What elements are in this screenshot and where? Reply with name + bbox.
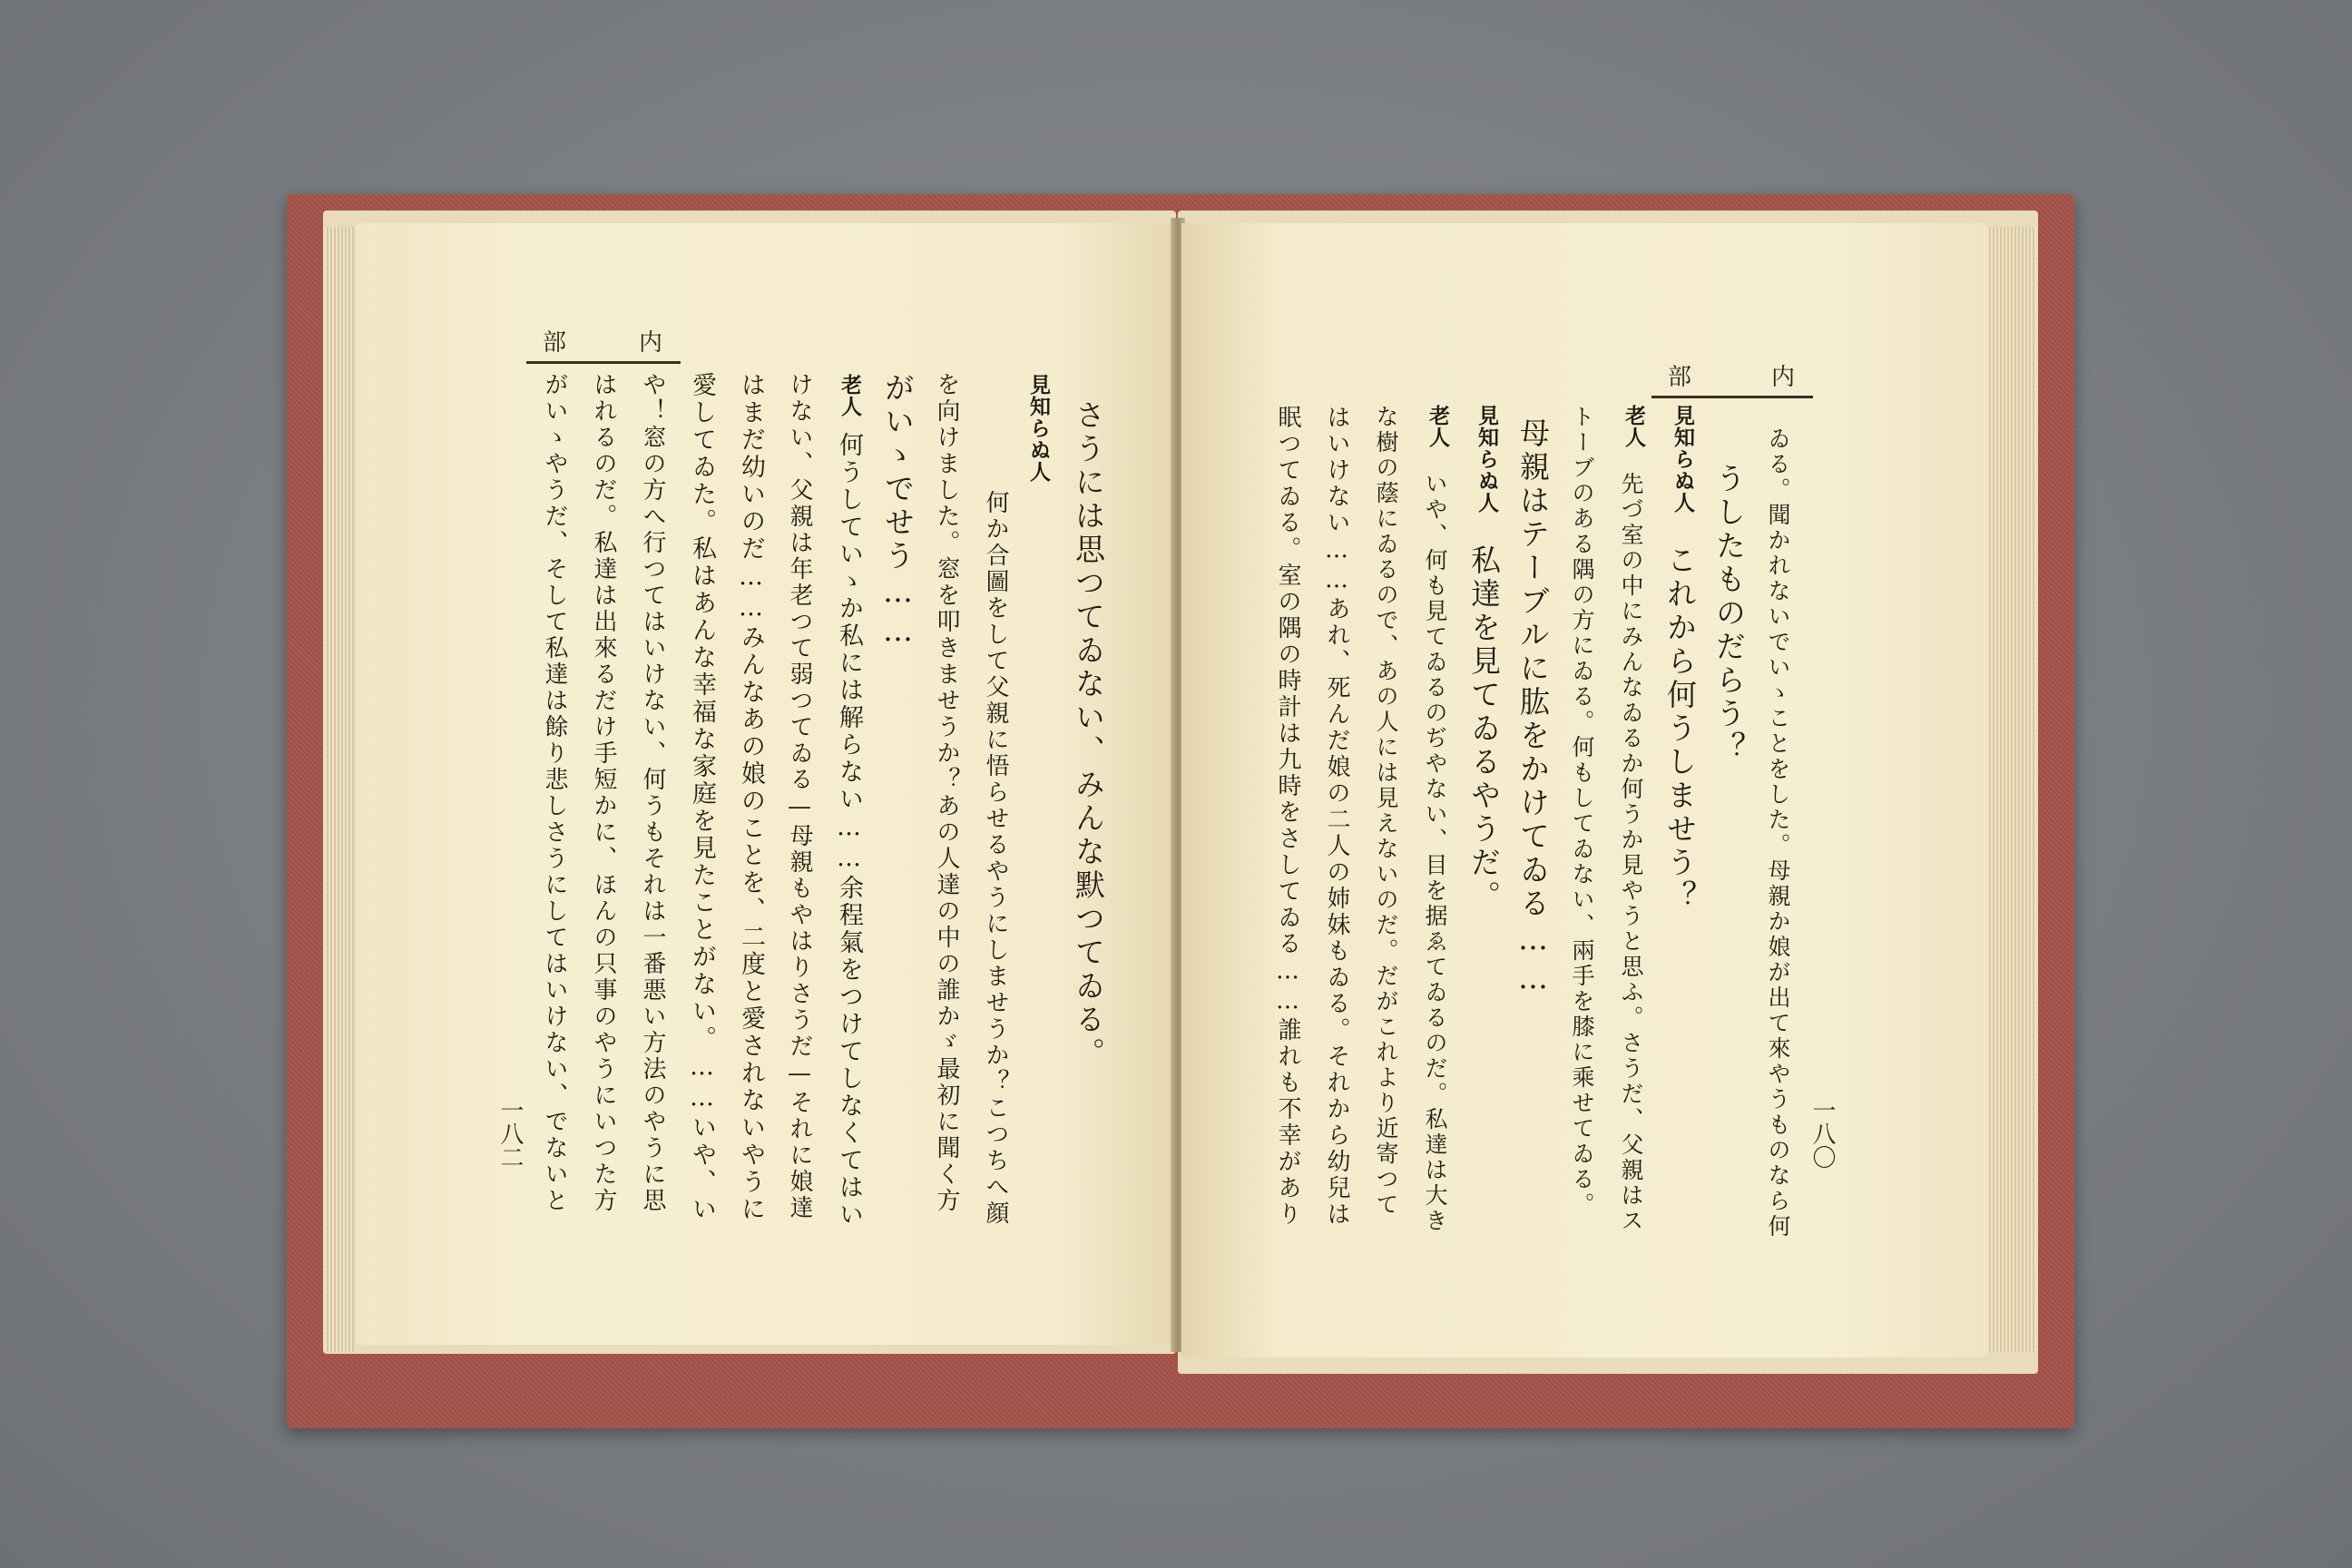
left-col-6: けない、父親は年老つて弱つてゐる—母親もやはりさうだ—それに娘達: [786, 372, 813, 1221]
right-col-8: いや、何も見てゐるのぢやない、目を据ゑてゐるのだ。私達は大き: [1422, 472, 1448, 1234]
right-col-5: トーブのある隅の方にゐる。何もしてゐない、兩手を膝に乘せてゐる。: [1569, 405, 1595, 1218]
left-header-char-1: 部: [543, 329, 569, 357]
left-col-7: はまだ幼いのだ……みんなあの娘のことを、二度と愛されないやうに: [737, 372, 765, 1223]
right-running-header: [1651, 361, 1813, 398]
left-col-5: 何うしていゝか私には解らない……余程氣をつけてしなくてはい: [835, 432, 863, 1229]
right-speaker-stranger-2: 見知らぬ人: [1475, 405, 1498, 514]
left-col-2: 何か合圖をして父親に悟らせるやうにしませうか？こつちへ顔: [982, 490, 1009, 1227]
left-col-3: を向けました。窓を叩きませうか？あの人達の中の誰かゞ最初に聞く方: [933, 372, 960, 1214]
right-col-1: ゐる。聞かれないでいゝことをした。母親か娘が出て來やうものなら何: [1765, 426, 1791, 1240]
right-page-edges: [1984, 227, 2036, 1352]
left-page-number: 一八二: [496, 1098, 524, 1169]
right-speaker-oldman-1: 老人: [1622, 405, 1645, 448]
right-col-2: うしたものだらう？: [1711, 463, 1747, 765]
left-col-11: がいゝやうだ、そして私達は餘り悲しさうにしてはいけない、でないと: [541, 372, 568, 1214]
right-page-number: 一八〇: [1808, 1098, 1836, 1169]
left-page-edges: [325, 227, 354, 1352]
right-col-10: はいけない……あれ、死んだ娘の二人の姉妹もゐる。それから幼兒は: [1323, 405, 1350, 1228]
right-col-3: これから何うしませう？: [1662, 544, 1698, 914]
left-col-8: 愛してゐた。私はあんな幸福な家庭を見たことがない。……いや、い: [688, 372, 716, 1223]
left-col-1: さうには思つてゐない、みんな默つてゐる。: [1071, 399, 1106, 1071]
right-col-4: 先づ室の中にみんなゐるか何うか見やうと思ふ。さうだ、父親はス: [1618, 472, 1644, 1234]
right-speaker-stranger-1: 見知らぬ人: [1671, 405, 1694, 514]
left-col-9: や！窓の方へ行つてはいけない、何うもそれは一番悪い方法のやうに思: [639, 372, 666, 1214]
right-col-9: な樹の蔭にゐるので、あの人には見えないのだ。だがこれより近寄つて: [1373, 405, 1399, 1218]
right-header-char-2: 内: [1770, 364, 1797, 391]
right-col-7: 私達を見てゐるやうだ。: [1466, 544, 1502, 914]
right-col-6: 母親はテーブルに肱をかけてゐる……: [1515, 417, 1551, 999]
left-running-header: [526, 327, 681, 364]
left-header-char-2: 内: [638, 329, 664, 357]
left-speaker-stranger: 見知らぬ人: [1026, 374, 1050, 483]
right-speaker-oldman-2: 老人: [1426, 405, 1449, 448]
left-speaker-oldman: 老人: [838, 374, 861, 417]
left-col-10: はれるのだ。私達は出來るだけ手短かに、ほんの只事のやうにいつた方: [590, 372, 617, 1214]
right-col-11: 眠つてゐる。室の隅の時計は九時をさしてゐる……誰れも不幸があり: [1274, 405, 1301, 1228]
right-header-char-1: 部: [1668, 364, 1694, 391]
left-col-4: がいゝでせう……: [880, 372, 916, 652]
